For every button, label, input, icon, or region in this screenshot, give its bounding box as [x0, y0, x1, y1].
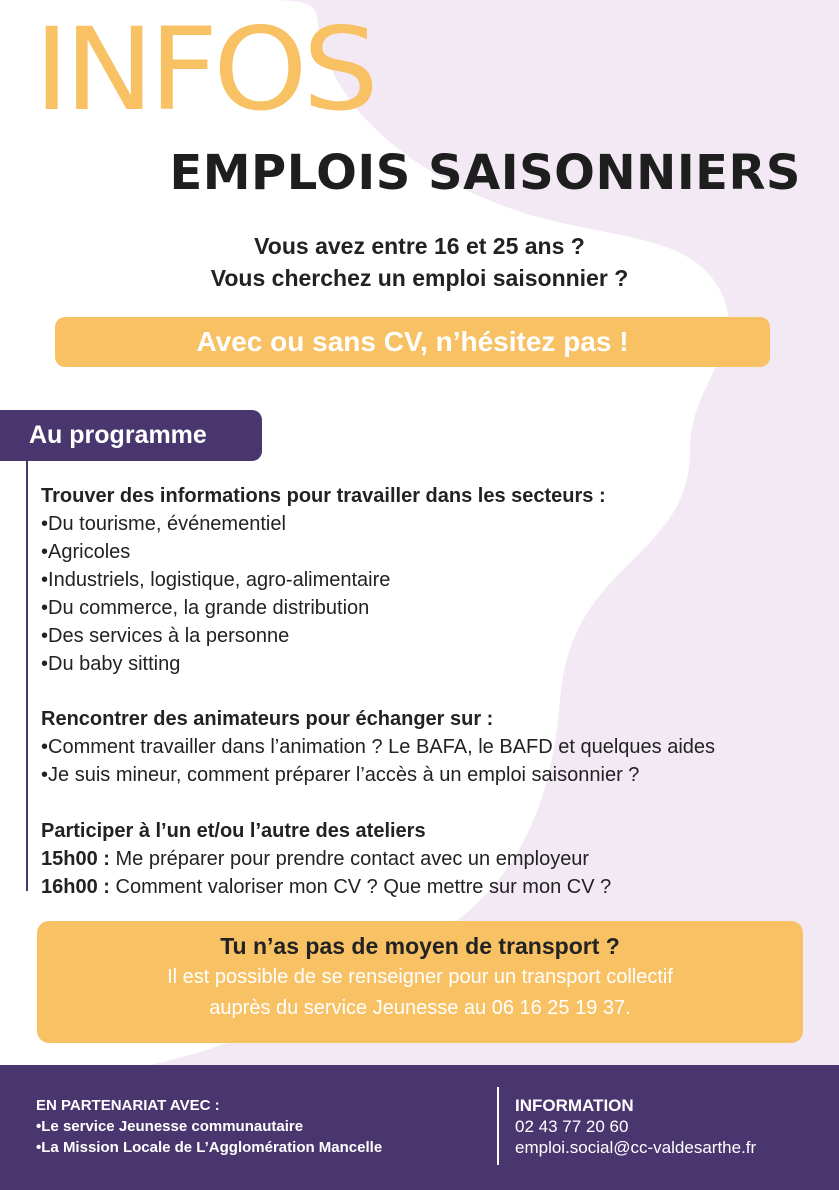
contact-block	[515, 1095, 756, 1158]
section-title: Trouver des informations pour travailler dans les secteurs :	[41, 485, 606, 507]
partner-item: • Le service Jeunesse communautaire	[36, 1116, 382, 1137]
section-title: Rencontrer des animateurs pour échanger sur :	[41, 708, 494, 730]
list-item: • Du tourisme, événementiel	[41, 510, 606, 538]
partners-title: EN PARTENARIAT AVEC :	[36, 1097, 220, 1114]
section-workshops	[41, 817, 611, 901]
contact-title: INFORMATION	[515, 1096, 634, 1115]
intro-questions	[0, 230, 839, 294]
list-item: • Agricoles	[41, 538, 606, 566]
list-item: • Industriels, logistique, agro-alimentaire	[41, 566, 606, 594]
programme-divider	[26, 461, 28, 891]
transport-title: Tu n’as pas de moyen de transport ?	[220, 933, 620, 959]
list-item: • Des services à la personne	[41, 622, 606, 650]
section-title: Participer à l’un et/ou l’autre des ateliers	[41, 820, 426, 842]
contact-phone: 02 43 77 20 60	[515, 1117, 629, 1136]
list-item: • Comment travailler dans l’animation ? Le BAFA, le BAFD et quelques aides	[41, 733, 715, 761]
workshop-item	[41, 845, 611, 873]
workshop-text: Me préparer pour prendre contact avec un employeur	[115, 848, 590, 870]
footer-divider	[497, 1087, 499, 1165]
infos-logo-text: INFOS	[34, 4, 374, 137]
workshop-time: 15h00 :	[41, 848, 110, 870]
list-item: • Du commerce, la grande distribution	[41, 594, 606, 622]
programme-tab: Au programme	[0, 410, 262, 461]
partner-item: • La Mission Locale de L’Agglomération Mancelle	[36, 1137, 382, 1158]
section-animators	[41, 705, 715, 789]
workshop-item	[41, 873, 611, 901]
page-title: EMPLOIS SAISONNIERS	[169, 145, 801, 201]
transport-line: Il est possible de se renseigner pour un transport collectif	[167, 966, 673, 988]
footer	[0, 1065, 839, 1190]
contact-email: emploi.social@cc-valdesarthe.fr	[515, 1138, 757, 1157]
workshop-time: 16h00 :	[41, 876, 110, 898]
intro-line-job: Vous cherchez un emploi saisonnier ?	[210, 265, 629, 291]
intro-line-age: Vous avez entre 16 et 25 ans ?	[254, 233, 585, 259]
list-item: • Je suis mineur, comment préparer l’accès à un emploi saisonnier ?	[41, 761, 715, 789]
transport-line: auprès du service Jeunesse au 06 16 25 19 37.	[209, 997, 631, 1019]
cta-banner: Avec ou sans CV, n’hésitez pas !	[55, 317, 770, 367]
list-item: • Du baby sitting	[41, 650, 606, 678]
workshop-text: Comment valoriser mon CV ? Que mettre sur mon CV ?	[115, 876, 612, 898]
section-sectors	[41, 482, 606, 678]
transport-box	[37, 921, 803, 1043]
partners-block	[36, 1095, 382, 1158]
